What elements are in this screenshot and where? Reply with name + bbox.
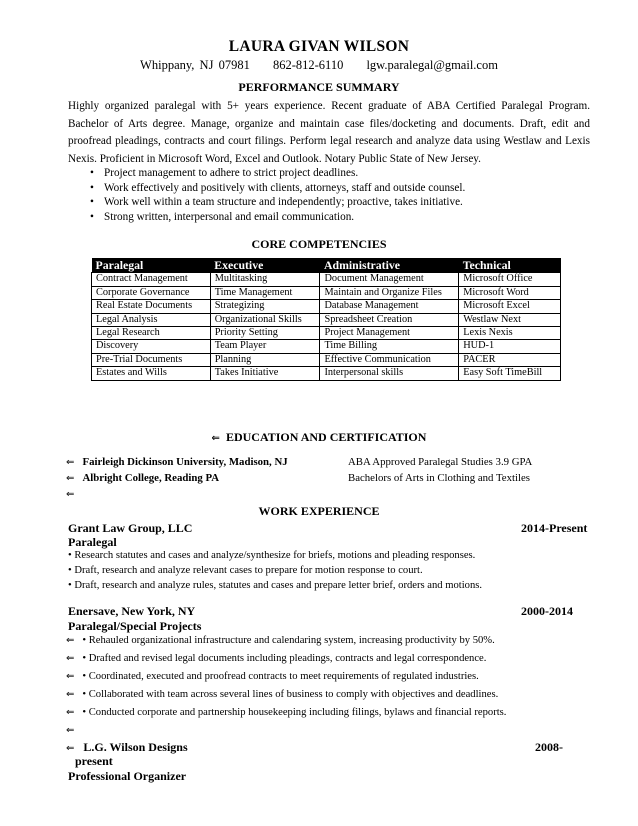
table-row <box>92 300 561 313</box>
competencies-table <box>91 258 561 381</box>
employer-name: Grant Law Group, LLC <box>68 521 193 535</box>
table-cell: Interpersonal skills <box>320 367 459 380</box>
table-row <box>92 273 561 286</box>
table-cell: Microsoft Excel <box>459 300 561 313</box>
left-double-arrow-icon: ⇐ <box>66 489 75 500</box>
education-entry <box>66 456 288 468</box>
column-header: Executive <box>210 258 320 273</box>
left-double-arrow-icon: ⇐ <box>66 671 75 682</box>
job-dates: 2000-2014 <box>521 604 573 618</box>
table-cell: Corporate Governance <box>92 286 211 299</box>
table-cell: HUD-1 <box>459 340 561 353</box>
job-bullet: • Draft, research and analyze relevant cases to prepare for motion response to court. <box>68 565 423 576</box>
list-item: • Work well within a team structure and independently; proactive, takes initiative. <box>90 195 465 210</box>
employer-name: L.G. Wilson Designs <box>83 740 188 754</box>
list-item: • Work effectively and positively with clients, attorneys, staff and outside counsel. <box>90 181 465 196</box>
education-entry <box>66 472 219 484</box>
table-cell: Estates and Wills <box>92 367 211 380</box>
table-cell: Takes Initiative <box>210 367 320 380</box>
education-title: EDUCATION AND CERTIFICATION <box>225 430 427 444</box>
empty-bullet <box>66 725 74 736</box>
email: lgw.paralegal@gmail.com <box>366 58 498 72</box>
table-row <box>92 367 561 380</box>
job-role: Professional Organizer <box>68 769 187 783</box>
table-row <box>92 340 561 353</box>
table-cell: Contract Management <box>92 273 211 286</box>
job-bullet: • Draft, research and analyze rules, statutes and cases and prepare letter brief, orders and motions. <box>68 580 483 591</box>
competencies-heading: CORE COMPETENCIES <box>251 237 387 251</box>
table-cell: Effective Communication <box>320 353 459 366</box>
job-bullet: ⇐ • Collaborated with team across several lines of business to comply with objectives and deadlines. <box>66 689 499 700</box>
table-row <box>92 313 561 326</box>
summary-bullets <box>90 166 465 224</box>
phone: 862-812-6110 <box>272 58 344 72</box>
school-name: Fairleigh Dickinson University, Madison, NJ <box>82 456 288 468</box>
education-entry-empty <box>66 488 74 500</box>
job-bullet: ⇐ • Conducted corporate and partnership housekeeping including filings, bylaws and financial reports. <box>66 707 507 718</box>
table-row <box>92 286 561 299</box>
education-heading <box>0 430 638 445</box>
job-bullet: • Research statutes and cases and analyze/synthesize for briefs, motions and pleading responses. <box>68 550 476 561</box>
table-cell: Database Management <box>320 300 459 313</box>
employer-name: Enersave, New York, NY <box>68 604 196 618</box>
job-dates: 2008- <box>535 740 563 754</box>
table-cell: Pre-Trial Documents <box>92 353 211 366</box>
education-detail: Bachelors of Arts in Clothing and Textiles <box>348 472 530 484</box>
column-header: Technical <box>459 258 561 273</box>
location: Whippany, NJ 07981 <box>140 58 250 72</box>
table-cell: Time Management <box>210 286 320 299</box>
table-cell: Priority Setting <box>210 327 320 340</box>
table-cell: Time Billing <box>320 340 459 353</box>
table-cell: Multitasking <box>210 273 320 286</box>
experience-heading: WORK EXPERIENCE <box>258 504 380 518</box>
table-cell: Lexis Nexis <box>459 327 561 340</box>
left-double-arrow-icon: ⇐ <box>66 635 75 646</box>
table-cell: Legal Analysis <box>92 313 211 326</box>
left-double-arrow-icon: ⇐ <box>66 457 75 468</box>
contact-line <box>0 58 638 73</box>
table-cell: Project Management <box>320 327 459 340</box>
job-role: Paralegal <box>68 535 117 549</box>
table-cell: Organizational Skills <box>210 313 320 326</box>
table-row <box>92 353 561 366</box>
table-cell: Spreadsheet Creation <box>320 313 459 326</box>
job-bullet: ⇐ • Rehauled organizational infrastructure and calendaring system, increasing productivity by 50%. <box>66 635 495 646</box>
left-double-arrow-icon: ⇐ <box>66 653 75 664</box>
job-dates: 2014-Present <box>521 521 588 535</box>
left-double-arrow-icon: ⇐ <box>66 725 75 736</box>
table-cell: Team Player <box>210 340 320 353</box>
table-cell: Microsoft Office <box>459 273 561 286</box>
table-cell: Document Management <box>320 273 459 286</box>
left-double-arrow-icon: ⇐ <box>66 707 75 718</box>
table-cell: Real Estate Documents <box>92 300 211 313</box>
summary-heading: PERFORMANCE SUMMARY <box>238 80 400 94</box>
column-header: Paralegal <box>92 258 211 273</box>
table-cell: Planning <box>210 353 320 366</box>
list-item: • Project management to adhere to strict project deadlines. <box>90 166 465 181</box>
table-cell: Microsoft Word <box>459 286 561 299</box>
table-header-row <box>92 258 561 273</box>
table-cell: Westlaw Next <box>459 313 561 326</box>
table-cell: Legal Research <box>92 327 211 340</box>
left-double-arrow-icon: ⇐ <box>66 473 75 484</box>
left-double-arrow-icon: ⇐ <box>66 743 75 754</box>
table-cell: Easy Soft TimeBill <box>459 367 561 380</box>
table-cell: Maintain and Organize Files <box>320 286 459 299</box>
education-detail: ABA Approved Paralegal Studies 3.9 GPA <box>348 456 533 468</box>
competencies-body <box>92 273 561 380</box>
employer-line <box>66 740 188 755</box>
table-cell: Strategizing <box>210 300 320 313</box>
column-header: Administrative <box>320 258 459 273</box>
school-name: Albright College, Reading PA <box>82 472 220 484</box>
job-bullet: ⇐ • Drafted and revised legal documents including pleadings, contracts and legal correspondence. <box>66 653 487 664</box>
table-cell: Discovery <box>92 340 211 353</box>
candidate-name: LAURA GIVAN WILSON <box>228 38 410 55</box>
left-double-arrow-icon: ⇐ <box>66 689 75 700</box>
table-cell: PACER <box>459 353 561 366</box>
left-double-arrow-icon: ⇐ <box>211 433 220 444</box>
job-dates-continued: present <box>75 754 113 768</box>
summary-paragraph: Highly organized paralegal with 5+ years experience. Recent graduate of ABA Certified Paralegal Program. Bachelor of Arts degree. Manage, organize and maintain case files/docketing and documents. Draft, edit and proofread pleadings, contracts and court filings. Perform legal research and analyze data using Westlaw and Lexis Nexis. Proficient in Microsoft Word, Excel and Outlook. Notary Public State of New Jersey. <box>68 100 590 165</box>
job-bullet: ⇐ • Coordinated, executed and proofread contracts to meet requirements of regulated industries. <box>66 671 479 682</box>
job-role: Paralegal/Special Projects <box>68 619 202 633</box>
list-item: • Strong written, interpersonal and email communication. <box>90 210 465 225</box>
table-row <box>92 327 561 340</box>
